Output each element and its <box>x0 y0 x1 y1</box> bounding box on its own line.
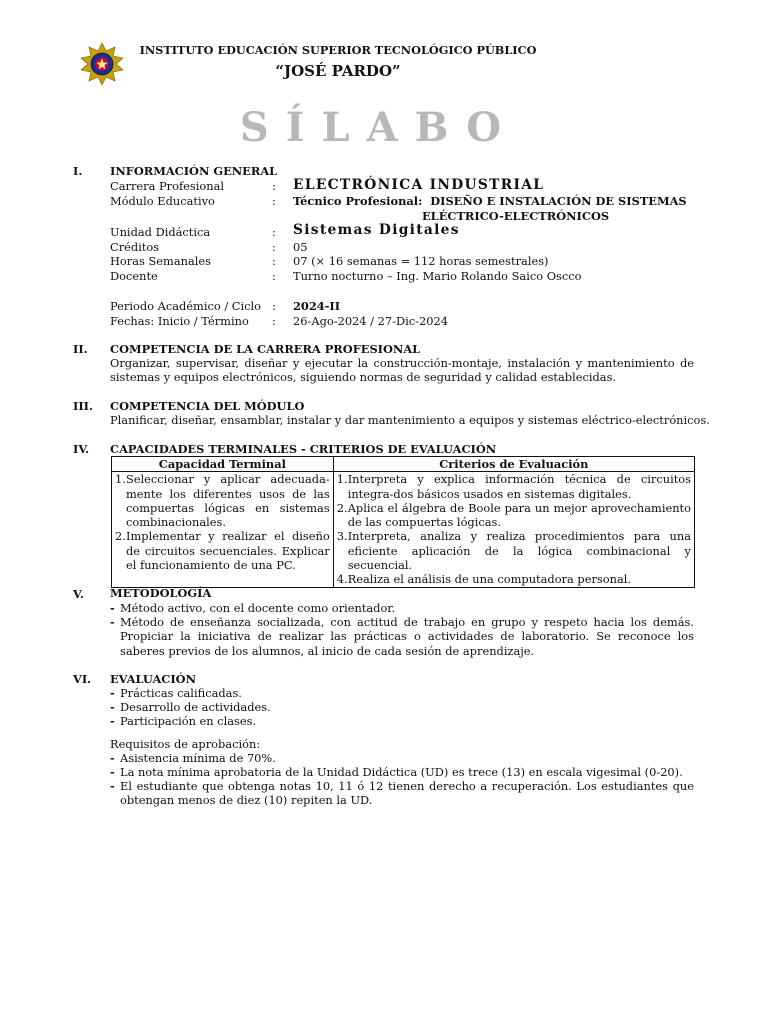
list-item <box>110 779 694 808</box>
info-value: 05 <box>293 240 308 254</box>
info-colon: : <box>272 299 276 313</box>
capacidades-cell <box>112 472 334 587</box>
list-text: Método de enseñanza socializada, con actitud de trabajo en grupo y respeto hacia los demás. Propiciar la iniciativa de realizar las prácticas o actividades de laboratorio. Se reconoce los saberes previos de los alumnos, al inicio de cada sesión de aprendizaje. <box>120 615 694 658</box>
list-number: 3. <box>336 529 348 544</box>
section-title-4: CAPACIDADES TERMINALES - CRITERIOS DE EVALUACIÓN <box>110 442 497 456</box>
list-text: Participación en clases. <box>120 714 257 728</box>
bullet-dash: - <box>110 686 115 700</box>
info-row-periodo <box>110 299 710 314</box>
bullet-dash: - <box>110 714 115 728</box>
list-text: Asistencia mínima de 70%. <box>120 751 276 765</box>
list-number: 4. <box>336 572 348 587</box>
info-colon: : <box>272 314 276 328</box>
list-number: 2. <box>336 500 348 515</box>
list-text: Seleccionar y aplicar adecuada-mente los diferentes usos de las compuertas lógicas en sistemas combinacionales. <box>126 472 330 530</box>
institute-name: INSTITUTO EDUCACIÓN SUPERIOR TECNOLÓGICO PÚBLICO <box>139 43 537 57</box>
list-number: 1. <box>115 472 126 487</box>
section-title-6: EVALUACIÓN <box>110 672 197 686</box>
list-text: Interpreta y explica información técnica de circuitos integra-dos básicos usados en sistemas digitales. <box>347 472 691 501</box>
list-item <box>337 501 691 530</box>
section-title-5: METODOLOGÍA <box>110 586 212 600</box>
section-number-1: I. <box>73 164 83 178</box>
info-label: Horas Semanales <box>110 254 211 268</box>
info-colon: : <box>272 194 276 208</box>
info-value: 26-Ago-2024 / 27-Dic-2024 <box>293 314 448 328</box>
list-item <box>110 751 694 765</box>
list-item <box>337 572 691 586</box>
list-text: Realiza el análisis de una computadora personal. <box>347 572 632 587</box>
info-label: Créditos <box>110 240 160 254</box>
bullet-dash: - <box>110 601 115 615</box>
list-text: Aplica el álgebra de Boole para un mejor aprovechamiento de las compuertas lógicas. <box>347 500 691 530</box>
list-item <box>110 615 694 658</box>
institute-subtitle: “JOSÉ PARDO” <box>275 62 401 80</box>
list-item <box>110 765 694 779</box>
info-colon: : <box>272 240 276 254</box>
capacidades-table <box>111 456 695 588</box>
info-row-modulo <box>110 194 710 224</box>
bullet-dash: - <box>110 751 115 765</box>
list-item <box>110 601 694 615</box>
info-colon: : <box>272 179 276 193</box>
list-number: 1. <box>336 472 348 487</box>
list-item <box>110 714 694 728</box>
bullet-dash: - <box>110 615 115 629</box>
info-row-creditos <box>110 240 710 255</box>
section-number-6: VI. <box>73 672 92 686</box>
list-item <box>115 472 330 529</box>
info-value-prefix: Técnico Profesional: <box>293 194 423 208</box>
info-label: Unidad Didáctica <box>110 225 211 239</box>
info-row-fechas <box>110 314 710 329</box>
section-number-4: IV. <box>73 442 90 456</box>
list-text: Implementar y realizar el diseño de circuitos secuenciales. Explicar el funcionamiento de una PC. <box>126 529 330 573</box>
section-title-3: COMPETENCIA DEL MÓDULO <box>110 399 305 413</box>
list-text: Interpreta, analiza y realiza procedimientos para una eficiente aplicación de la lógica combinacional y secuencial. <box>347 529 691 573</box>
list-text: La nota mínima aprobatoria de la Unidad Didáctica (UD) es trece (13) en escala vigesimal (0-20). <box>120 765 683 779</box>
list-text: Prácticas calificadas. <box>120 686 242 700</box>
section-number-2: II. <box>73 342 88 356</box>
info-value: 2024-II <box>293 299 341 313</box>
document-title: SÍLABO <box>239 104 519 151</box>
requisitos-title: Requisitos de aprobación: <box>110 737 261 751</box>
list-item <box>337 529 691 572</box>
info-value: 07 (× 16 semanas = 112 horas semestrales) <box>293 254 549 268</box>
table-header-capacidad: Capacidad Terminal <box>112 457 334 472</box>
info-value <box>293 194 687 208</box>
section-text-3: Planificar, diseñar, ensamblar, instalar y dar mantenimiento a equipos y sistemas eléctrico-electrónicos. <box>110 413 710 427</box>
section-title-2: COMPETENCIA DE LA CARRERA PROFESIONAL <box>110 342 421 356</box>
info-colon: : <box>272 225 276 239</box>
info-label: Docente <box>110 269 158 283</box>
info-row-horas <box>110 254 710 269</box>
list-number: 2. <box>115 529 126 544</box>
info-value: Sistemas Digitales <box>293 222 460 238</box>
section-number-3: III. <box>73 399 93 413</box>
info-row-carrera <box>110 179 710 194</box>
info-colon: : <box>272 269 276 283</box>
bullet-dash: - <box>110 700 115 714</box>
info-label: Periodo Académico / Ciclo <box>110 299 262 313</box>
list-item <box>115 529 330 572</box>
info-row-unidad <box>110 222 710 240</box>
info-value: ELECTRÓNICA INDUSTRIAL <box>293 177 545 193</box>
list-item <box>337 472 691 501</box>
info-label: Módulo Educativo <box>110 194 215 208</box>
list-text: Desarrollo de actividades. <box>120 700 271 714</box>
section-text-2: Organizar, supervisar, diseñar y ejecutar la construcción-montaje, instalación y mantenimiento de sistemas y equipos electrónicos, siguiendo normas de seguridad y calidad establecidas. <box>110 356 694 385</box>
section-title-1: INFORMACIÓN GENERAL <box>110 164 278 178</box>
info-label: Fechas: Inicio / Término <box>110 314 249 328</box>
section-number-5: V. <box>73 587 84 601</box>
list-item <box>110 700 694 714</box>
info-value-main: DISEÑO E INSTALACIÓN DE SISTEMAS <box>430 194 687 208</box>
criterios-cell <box>333 472 694 587</box>
list-item <box>110 686 694 700</box>
info-label: Carrera Profesional <box>110 179 225 193</box>
bullet-dash: - <box>110 765 115 779</box>
info-colon: : <box>272 254 276 268</box>
info-row-docente <box>110 269 710 284</box>
info-value-cont: ELÉCTRICO-ELECTRÓNICOS <box>422 209 610 223</box>
table-header-criterios: Criterios de Evaluación <box>333 457 694 472</box>
info-value: Turno nocturno – Ing. Mario Rolando Saico Oscco <box>293 269 582 283</box>
list-text: El estudiante que obtenga notas 10, 11 ó 12 tienen derecho a recuperación. Los estudiantes que obtengan menos de diez (10) repiten la UD. <box>120 779 694 808</box>
bullet-dash: - <box>110 779 115 793</box>
list-text: Método activo, con el docente como orientador. <box>120 601 396 615</box>
